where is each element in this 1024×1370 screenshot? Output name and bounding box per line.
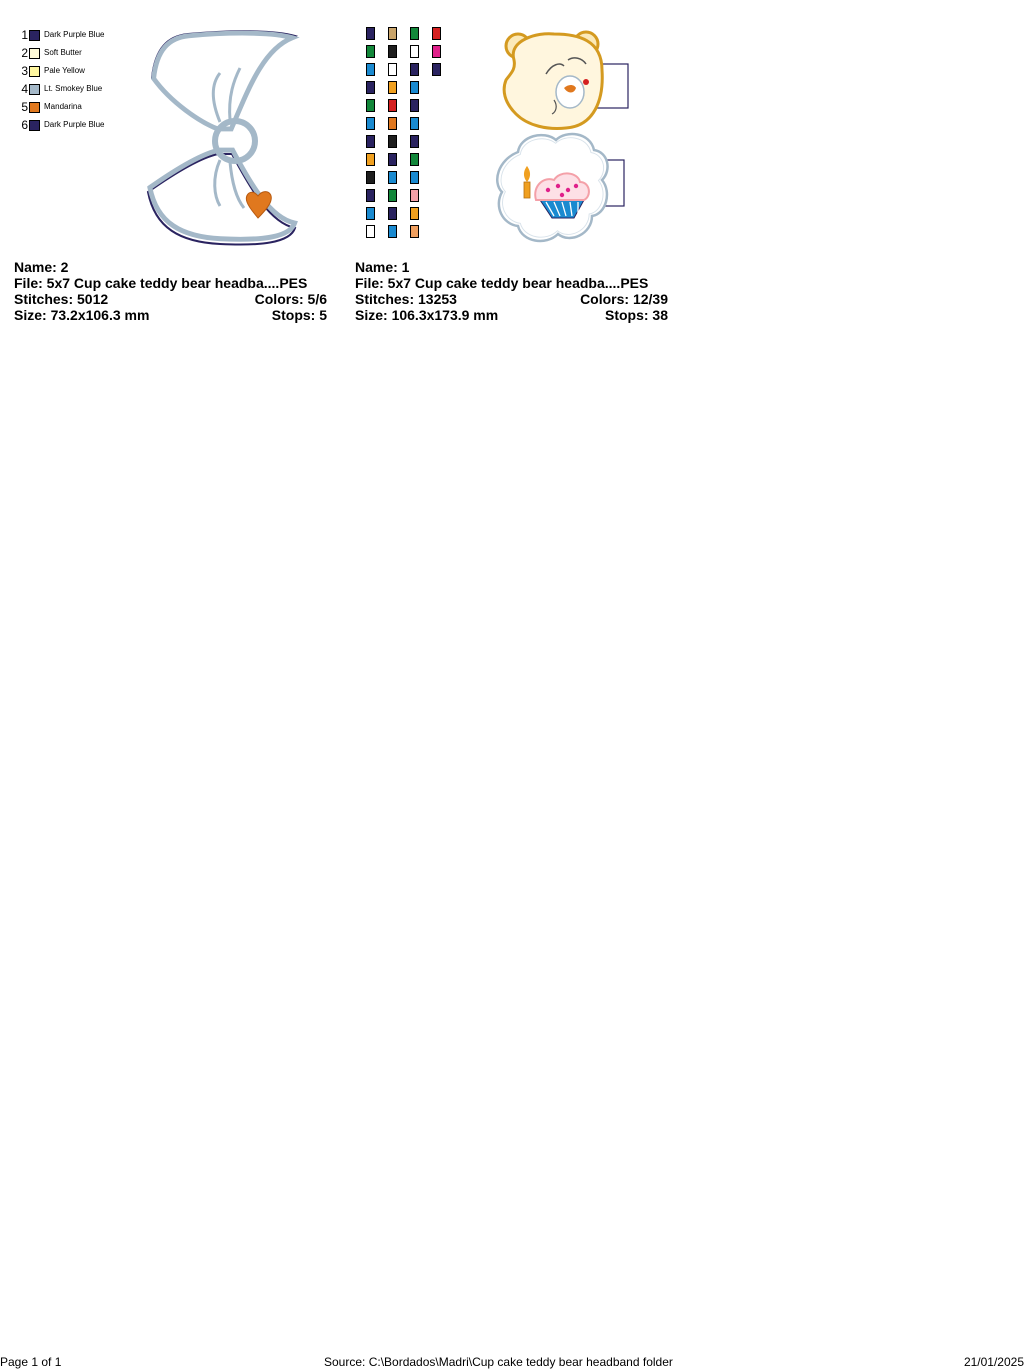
thread-swatch [410,99,419,112]
thread-swatch [366,153,375,166]
thread-swatch [388,99,397,112]
thread-swatch [410,225,419,238]
legend-color-name: Dark Purple Blue [44,120,105,129]
thread-swatch [410,45,419,58]
design-size: Size: 106.3x173.9 mm [355,307,499,323]
legend-number: 5 [21,100,28,114]
legend-row [17,116,104,134]
thread-swatch [366,63,375,76]
thread-swatch [388,153,397,166]
thread-swatch [366,81,375,94]
thread-swatch [410,27,419,40]
legend-row [17,26,104,44]
thread-swatch [410,117,419,130]
thread-swatch [366,135,375,148]
thread-swatch [388,207,397,220]
thread-swatch [388,225,397,238]
thread-swatch [410,153,419,166]
thread-swatch [388,189,397,202]
bow-design-preview [140,28,305,250]
color-count: Colors: 5/6 [254,291,327,307]
legend-row [17,80,104,98]
thread-swatch [388,117,397,130]
legend-swatch [29,66,40,77]
design-file: File: 5x7 Cup cake teddy bear headba....PES [355,275,649,291]
design-1-info [355,259,668,323]
stitch-count: Stitches: 13253 [355,291,457,307]
thread-color-legend [17,26,104,134]
legend-color-name: Pale Yellow [44,66,85,75]
thread-swatch [410,81,419,94]
design-2-info [14,259,327,323]
bear-face-design-preview [498,30,633,132]
thread-swatch [366,27,375,40]
legend-swatch [29,102,40,113]
thread-swatch [388,45,397,58]
thread-swatch [366,207,375,220]
legend-number: 1 [21,28,28,42]
legend-row [17,44,104,62]
design-file: File: 5x7 Cup cake teddy bear headba....PES [14,275,308,291]
thread-swatch [388,135,397,148]
thread-swatch [366,117,375,130]
color-count: Colors: 12/39 [580,291,668,307]
thread-swatch [432,27,441,40]
legend-color-name: Dark Purple Blue [44,30,105,39]
design-size: Size: 73.2x106.3 mm [14,307,150,323]
legend-color-name: Mandarina [44,102,82,111]
stitch-count: Stitches: 5012 [14,291,109,307]
thread-swatch [366,99,375,112]
legend-row [17,98,104,116]
thread-swatch [432,63,441,76]
source-path: Source: C:\Bordados\Madri\Cup cake teddy bear headband folder [324,1355,673,1369]
design-name: Name: 2 [14,259,69,275]
design-name: Name: 1 [355,259,410,275]
legend-swatch [29,48,40,59]
thread-swatch [388,27,397,40]
thread-swatch [388,171,397,184]
legend-color-name: Lt. Smokey Blue [44,84,103,93]
page-number: Page 1 of 1 [0,1355,62,1369]
thread-swatch [432,45,441,58]
stop-count: Stops: 38 [604,307,668,323]
legend-swatch [29,120,40,131]
legend-number: 3 [21,64,28,78]
legend-color-name: Soft Butter [44,48,82,57]
thread-swatch [366,189,375,202]
thread-swatch [410,189,419,202]
legend-number: 6 [21,118,28,132]
cupcake-cloud-design-preview [494,130,629,248]
thread-swatch [410,171,419,184]
legend-swatch [29,30,40,41]
legend-row [17,62,104,80]
thread-swatch [366,45,375,58]
thread-swatch [366,225,375,238]
thread-swatch [410,63,419,76]
legend-swatch [29,84,40,95]
thread-swatch [388,81,397,94]
thread-swatch [410,135,419,148]
thread-swatch [366,171,375,184]
thread-swatch [388,63,397,76]
thread-swatch [410,207,419,220]
legend-number: 2 [21,46,28,60]
legend-number: 4 [21,82,28,96]
stop-count: Stops: 5 [271,307,327,323]
print-date: 21/01/2025 [963,1355,1024,1369]
